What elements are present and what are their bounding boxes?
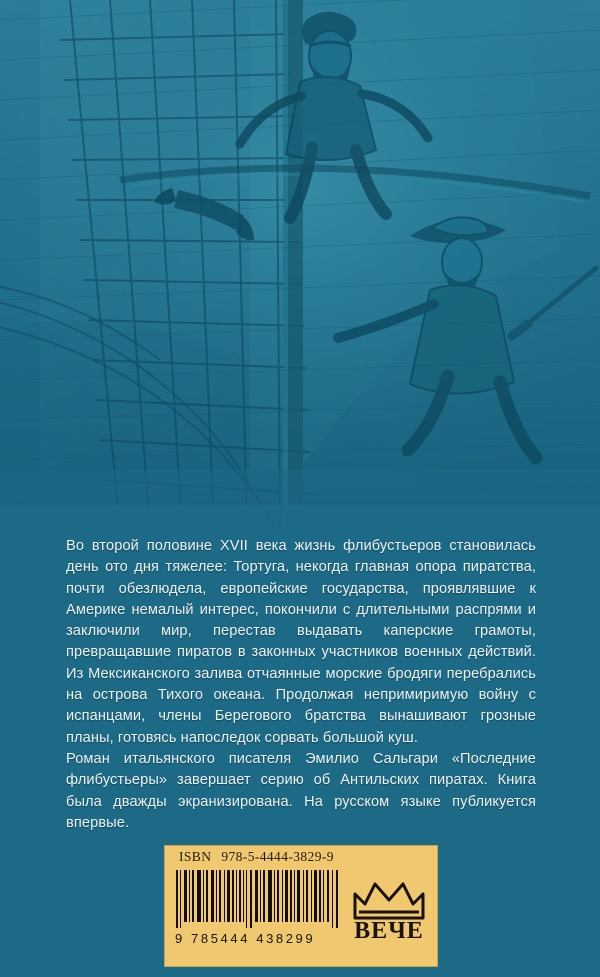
- isbn-number: 978-5-4444-3829-9: [221, 849, 334, 864]
- isbn-label: ISBN: [179, 849, 212, 864]
- isbn-barcode-panel: [164, 845, 438, 967]
- blurb-paragraph-2: Роман итальянского писателя Эмилио Сальгари «Последние флибустьеры» завершает серию об Антильских пиратах. Книга была дважды экранизирована. На русском языке публикуется впервые.: [66, 750, 536, 831]
- publisher-name: ВЕЧЕ: [354, 918, 424, 944]
- barcode-icon: [173, 868, 341, 930]
- blurb-paragraph-1: Во второй половине XVII века жизнь флибустьеров становилась день ото дня тяжелее: Тортуга, некогда главная опора пиратства, почти обезлюдела, европейские государства, проявлявшие к Америке немалый интерес, покончили с длительными распрями и заключили мир, перестав выдавать каперские грамоты, превращавшие пиратов в законных участников военных действий. Из Мексиканского залива отчаянные морские бродяги перебрались на острова Тихого океана. Продолжая непримиримую войну с испанцами, члены Берегового братства вынашивают грозные планы, готовясь напоследок сорвать большой куш.: [66, 538, 536, 746]
- blurb-text: [66, 536, 536, 834]
- publisher-logo-block: [341, 868, 437, 945]
- isbn-line: [165, 846, 437, 868]
- veche-crown-icon: [349, 874, 429, 920]
- barcode-digits: 9 785444 438299: [175, 931, 316, 946]
- barcode-area: [165, 868, 341, 946]
- mast: [283, 0, 303, 530]
